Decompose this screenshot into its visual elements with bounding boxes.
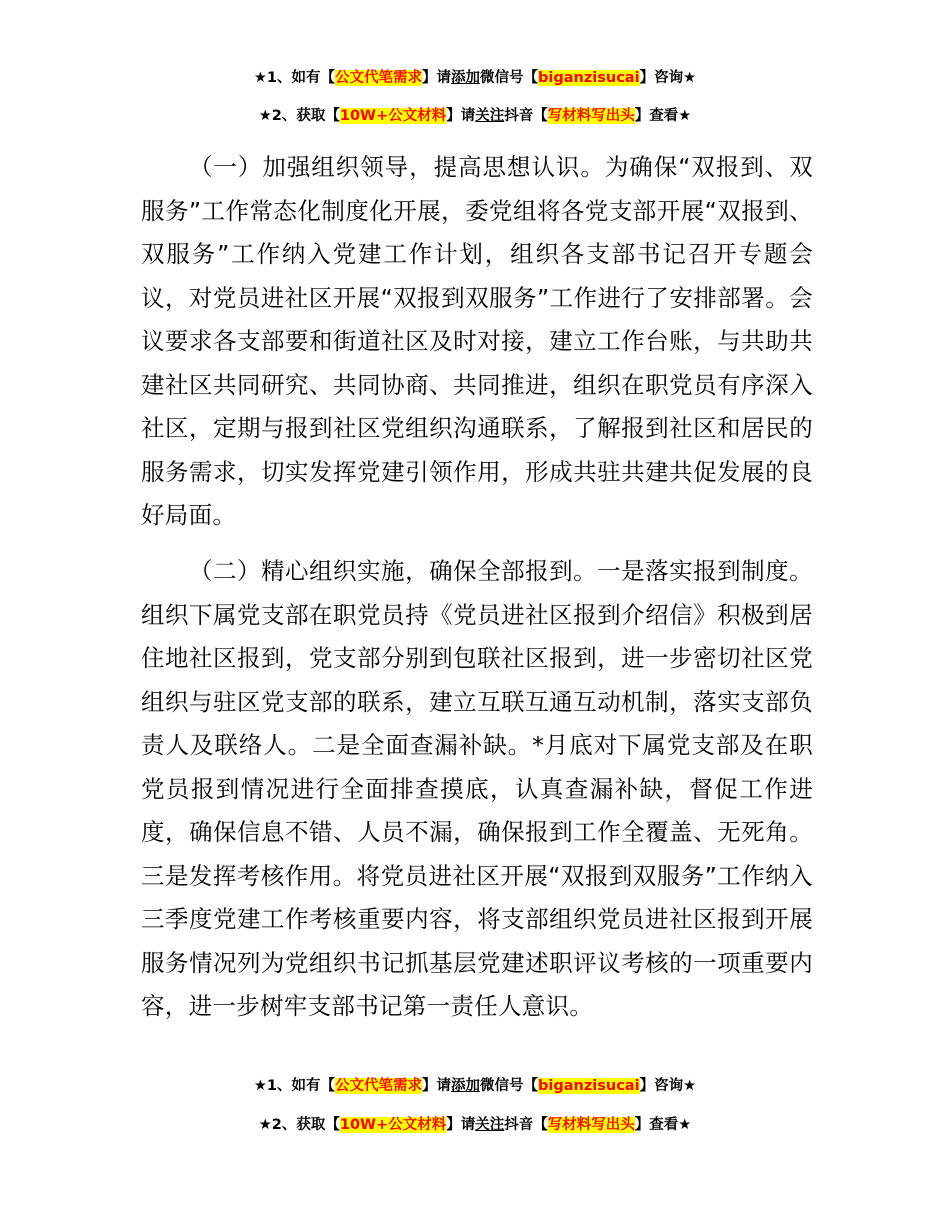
banner-highlight-wechat-id: biganzisucai	[538, 70, 640, 86]
banner-prefix: ★2、获取【	[258, 108, 340, 124]
banner-prefix: ★1、如有【	[253, 1078, 336, 1094]
banner-text: 抖音【	[504, 1117, 548, 1133]
banner-text: 微信号【	[480, 1078, 539, 1094]
banner-text: 】请	[422, 70, 452, 86]
footer-banner-line-2	[0, 1115, 950, 1135]
banner-highlight: 10W+公文材料	[339, 1117, 447, 1133]
header-banner-line-2	[0, 106, 950, 126]
banner-underlined-text: 添加	[451, 70, 481, 86]
banner-prefix: ★1、如有【	[253, 70, 336, 86]
banner-suffix: 】查看★	[634, 108, 692, 124]
banner-highlight-douyin-id: 写材料写出头	[547, 108, 635, 124]
banner-underlined-text: 关注	[475, 108, 505, 124]
body-section-2	[141, 550, 813, 1029]
body-section-1	[141, 146, 813, 538]
banner-highlight: 公文代笔需求	[335, 1078, 423, 1094]
paragraph-1: （一）加强组织领导，提高思想认识。为确保“双报到、双服务”工作常态化制度化开展，委党组将各党支部开展“双报到、双服务”工作纳入党建工作计划，组织各支部书记召开专题会议，对党员进社区开展“双报到双服务”工作进行了安排部署。会议要求各支部要和街道社区及时对接，建立工作台账，与共助共建社区共同研究、共同协商、共同推进，组织在职党员有序深入社区，定期与报到社区党组织沟通联系，了解报到社区和居民的服务需求，切实发挥党建引领作用，形成共驻共建共促发展的良好局面。	[141, 153, 813, 529]
paragraph-2: （二）精心组织实施，确保全部报到。一是落实报到制度。组织下属党支部在职党员持《党员进社区报到介绍信》积极到居住地社区报到，党支部分别到包联社区报到，进一步密切社区党组织与驻区党支部的联系，建立互联互通互动机制，落实支部负责人及联络人。二是全面查漏补缺。*月底对下属党支部及在职党员报到情况进行全面排查摸底，认真查漏补缺，督促工作进度，确保信息不错、人员不漏，确保报到工作全覆盖、无死角。三是发挥考核作用。将党员进社区开展“双报到双服务”工作纳入三季度党建工作考核重要内容，将支部组织党员进社区报到开展服务情况列为党组织书记抓基层党建述职评议考核的一项重要内容，进一步树牢支部书记第一责任人意识。	[141, 557, 813, 1020]
banner-highlight-wechat-id: biganzisucai	[538, 1078, 640, 1094]
banner-underlined-text: 关注	[475, 1117, 505, 1133]
banner-prefix: ★2、获取【	[258, 1117, 340, 1133]
header-banner-line-1	[0, 68, 950, 88]
banner-suffix: 】查看★	[634, 1117, 692, 1133]
banner-suffix: 】咨询★	[639, 1078, 697, 1094]
banner-underlined-text: 添加	[451, 1078, 481, 1094]
banner-text: 】请	[446, 1117, 476, 1133]
footer-banner-line-1	[0, 1076, 950, 1096]
banner-text: 】请	[422, 1078, 452, 1094]
banner-text: 】请	[446, 108, 476, 124]
banner-highlight-douyin-id: 写材料写出头	[547, 1117, 635, 1133]
banner-highlight: 10W+公文材料	[339, 108, 447, 124]
banner-highlight: 公文代笔需求	[335, 70, 423, 86]
banner-text: 微信号【	[480, 70, 539, 86]
banner-suffix: 】咨询★	[639, 70, 697, 86]
banner-text: 抖音【	[504, 108, 548, 124]
